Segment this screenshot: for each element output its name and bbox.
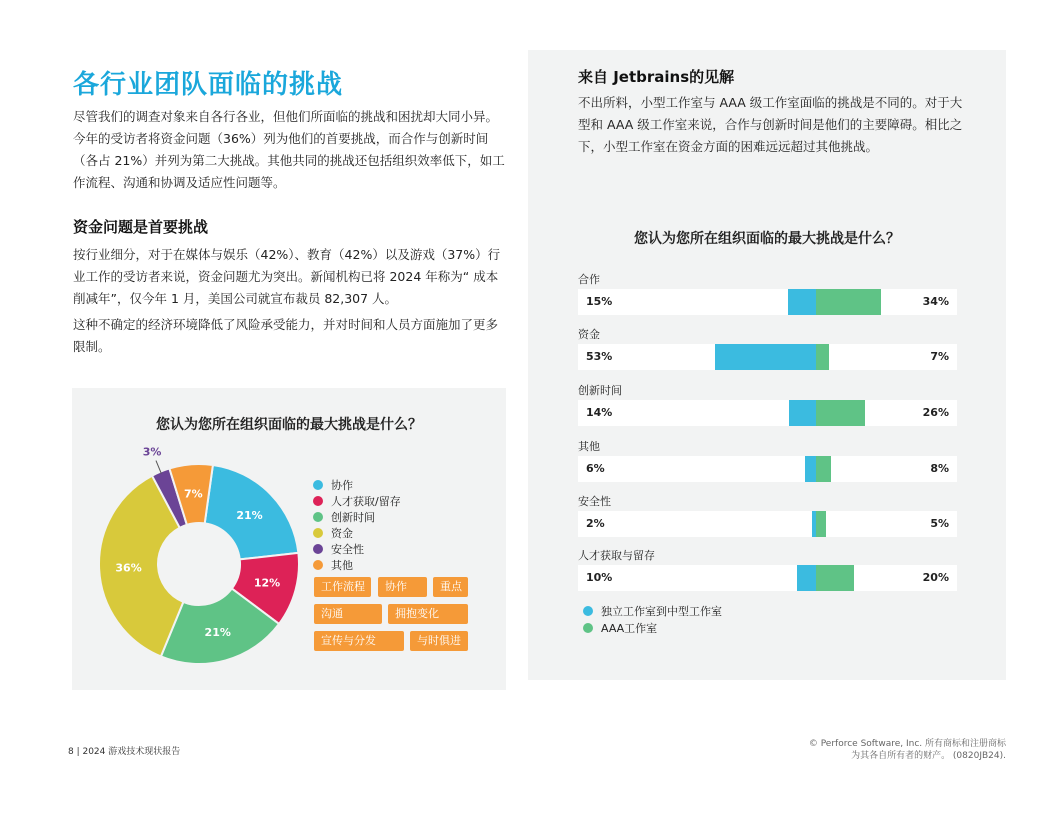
bar-value-indie-0: 15%: [586, 295, 613, 308]
bar-segment-aaa-3: [816, 456, 831, 482]
donut-value-label-5: 7%: [184, 487, 203, 501]
bar-segment-aaa-0: [816, 289, 881, 315]
copyright-line-1: © Perforce Software, Inc. 所有商标和注册商标: [808, 739, 1006, 749]
legend-swatch: [583, 606, 593, 616]
bar-value-aaa-4: 5%: [930, 517, 949, 530]
donut-chart-panel: [72, 388, 506, 690]
tag-focus: 重点: [433, 577, 468, 597]
donut-value-label-2: 21%: [204, 625, 231, 639]
donut-value-label-3: 36%: [115, 561, 142, 575]
legend-swatch: [313, 496, 323, 506]
donut-value-label-4: 3%: [142, 445, 162, 459]
tag-keep-up: 与时俱进: [410, 631, 468, 651]
legend-label: 协作: [331, 479, 353, 492]
bar-segment-indie-5: [797, 565, 816, 591]
bar-value-indie-1: 53%: [586, 350, 613, 363]
bar-category-label-2: 创新时间: [578, 384, 622, 397]
bar-segment-aaa-1: [816, 344, 829, 370]
bar-segment-aaa-2: [816, 400, 865, 426]
insight-text: 不出所料，小型工作室与 AAA 级工作室面临的挑战是不同的。对于大型和 AAA 级工作室来说，合作与创新时间是他们的主要障碍。相比之下，小型工作室在资金方面的困难远远超过其他挑战。: [578, 95, 963, 154]
donut-legend-item-3: [313, 525, 401, 541]
legend-swatch: [313, 512, 323, 522]
bar-value-aaa-2: 26%: [922, 406, 949, 419]
legend-label: AAA工作室: [601, 621, 658, 635]
bar-row-1: [578, 344, 957, 370]
footer-page-info: 8 | 2024 游戏技术现状报告: [68, 747, 181, 757]
footer-copyright: [780, 738, 1006, 762]
section-heading: 资金问题是首要挑战: [73, 218, 209, 236]
bar-row-5: [578, 565, 957, 591]
donut-chart: [72, 388, 312, 690]
tag-collaboration: 协作: [378, 577, 427, 597]
legend-label: 资金: [331, 527, 353, 540]
section-paragraph-1: 按行业细分，对于在媒体与娱乐（42%）、教育（42%）以及游戏（37%）行业工作的受访者来说，资金问题尤为突出。新闻机构已将 2024 年称为“ 成本削减年”，仅今年 1 月，美国公司就宣布裁员 82,307 人。: [73, 247, 501, 306]
bar-segment-indie-0: [788, 289, 817, 315]
donut-legend-item-1: [313, 493, 401, 509]
bar-legend-item-1: [583, 619, 722, 636]
legend-swatch: [313, 528, 323, 538]
copyright-line-2: 为其各自所有者的财产。 (0820JB24).: [851, 751, 1006, 761]
tag-embrace-change: 拥抱变化: [388, 604, 468, 624]
donut-value-label-1: 12%: [253, 576, 281, 590]
bar-segment-indie-2: [789, 400, 816, 426]
bar-legend: [583, 602, 722, 636]
bar-segment-aaa-4: [816, 511, 826, 537]
bar-row-4: [578, 511, 957, 537]
bar-value-aaa-5: 20%: [922, 571, 949, 584]
donut-legend-item-5: [313, 557, 401, 573]
bar-legend-item-0: [583, 602, 722, 619]
bar-value-indie-2: 14%: [586, 406, 613, 419]
bar-segment-indie-3: [805, 456, 816, 482]
bar-value-aaa-3: 8%: [930, 462, 949, 475]
legend-label: 人才获取/留存: [331, 495, 401, 508]
bar-value-indie-3: 6%: [586, 462, 605, 475]
bar-category-label-4: 安全性: [578, 495, 611, 508]
legend-label: 独立工作室到中型工作室: [601, 604, 722, 618]
donut-legend-item-4: [313, 541, 401, 557]
donut-chart-title: 您认为您所在组织面临的最大挑战是什么？: [156, 417, 422, 433]
legend-label: 安全性: [331, 543, 364, 556]
donut-legend: [313, 477, 401, 573]
bar-category-label-5: 人才获取与留存: [578, 549, 655, 562]
page-title: 各行业团队面临的挑战: [73, 70, 344, 100]
insight-title: 来自 Jetbrains的见解: [578, 68, 735, 86]
tag-workflow: 工作流程: [314, 577, 371, 597]
bar-category-label-0: 合作: [578, 273, 600, 286]
bar-row-2: [578, 400, 957, 426]
bar-segment-aaa-5: [816, 565, 854, 591]
tag-promotion-distribution: 宣传与分发: [314, 631, 404, 651]
tag-communication: 沟通: [314, 604, 382, 624]
legend-swatch: [313, 480, 323, 490]
bar-row-0: [578, 289, 957, 315]
bar-row-3: [578, 456, 957, 482]
legend-label: 创新时间: [331, 511, 375, 524]
legend-swatch: [313, 560, 323, 570]
bar-value-aaa-0: 34%: [922, 295, 949, 308]
insight-panel: [528, 50, 1006, 680]
bar-category-label-3: 其他: [578, 440, 600, 453]
legend-label: 其他: [331, 559, 353, 572]
section-paragraph-2: 这种不确定的经济环境降低了风险承受能力，并对时间和人员方面施加了更多限制。: [73, 317, 499, 354]
bar-value-aaa-1: 7%: [930, 350, 949, 363]
legend-swatch: [583, 623, 593, 633]
legend-swatch: [313, 544, 323, 554]
donut-value-label-0: 21%: [236, 508, 263, 522]
bar-chart-title: 您认为您所在组织面临的最大挑战是什么？: [634, 231, 900, 247]
bar-value-indie-5: 10%: [586, 571, 613, 584]
intro-paragraph: 尽管我们的调查对象来自各行各业，但他们所面临的挑战和困扰却大同小异。今年的受访者将资金问题（36%）列为他们的首要挑战，而合作与创新时间（各占 21%）并列为第二大挑战。其他共同的挑战还包括组织效率低下，如工作流程、沟通和协调及适应性问题等。: [73, 109, 505, 190]
bar-segment-indie-1: [715, 344, 816, 370]
donut-legend-item-0: [313, 477, 401, 493]
donut-legend-item-2: [313, 509, 401, 525]
bar-category-label-1: 资金: [578, 328, 600, 341]
bar-value-indie-4: 2%: [586, 517, 605, 530]
